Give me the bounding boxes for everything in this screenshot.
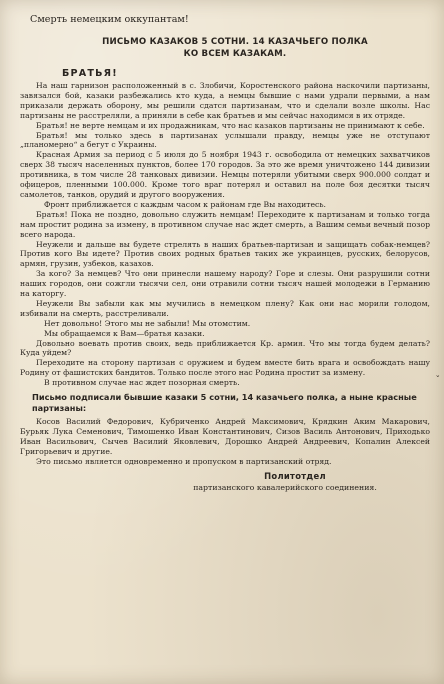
paragraph: Братья! мы только здесь в партизанах услышали правду, немцы уже не отступают „планомерно“ а бегут с Украины. [20, 130, 430, 150]
paragraph: Братья! Пока не поздно, довольно служить немцам! Переходите к партизанам и только тогда нам простит родина за измену, в противном случае нас ждет смерть, а Вашим семьи вечный позор всего народа. [20, 209, 430, 239]
title-line-1: ПИСЬМО КАЗАКОВ 5 СОТНИ. 14 КАЗАЧЬЕГО ПОЛКА [102, 37, 368, 47]
signers-list: Косов Василий Федорович, Кубриченко Андрей Максимович, Крядкин Аким Макарович, Бурьяк Лука Семенович, Тимошенко Иван Константинович, Сизов Василь Антонович, Приходько Иван Васильович, Сычев Василий Яковлевич, Дорошко Андрей Андреевич, Копалин Алексей Григорьевич и другие. [20, 417, 430, 456]
paragraph: Красная Армия за период с 5 июля до 5 ноября 1943 г. освободила от немецких захватчиков сверх 38 тысяч населенных пунктов, более 170 городов. За это же время уничтожено 144 дивизии противника, в том числе 28 танковых дивизии. Немцы потеряли убитыми сверх 900.000 солдат и офицеров, пленными 100.000. Кроме того враг потерял и оставил на поле боя десятки тысяч самолетов, танков, орудий и другого вооружения. [20, 150, 430, 199]
signature-unit: партизанского кавалерийского соединения. [193, 482, 377, 492]
slogan: Смерть немецким оккупантам! [30, 14, 189, 25]
paragraph: Неужели и дальше вы будете стрелять в наших братьев-партизан и защищать собак-немцев? Против кого Вы идете? Против своих родных братьев таких же украинцев, русских, белорусов, армян, грузин, узбеков, казахов. [20, 239, 430, 269]
signature-title: Политотдел [264, 470, 326, 481]
paragraph: Нет довольно! Этого мы не забыли! Мы отомстим. [44, 318, 251, 328]
paragraph: За кого? За немцев? Что они принесли нашему народу? Горе и слезы. Они разрушили сотни наших городов, они сожгли тысячи сел, они отравили сотни тысяч нашей молодежи в Германию на каторгу. [20, 269, 430, 299]
title-line-2: КО ВСЕМ КАЗАКАМ. [183, 49, 287, 59]
paragraph: Неужели Вы забыли как мы мучились в немецком плену? Как они нас морили голодом, избивали на смерть, расстреливали. [20, 298, 430, 318]
paragraph: Братья! не верте немцам и их продажникам, что нас казаков партизаны не принимают к себе. [36, 120, 425, 130]
paragraph: В противном случае нас ждет позорная смерть. [44, 378, 240, 388]
salutation: БРАТЬЯ! [62, 68, 118, 79]
signers-block [20, 417, 430, 467]
paragraph: Переходите на сторону партизан с оружием и будем вместе бить врага и освобождать нашу Родину от фашистских бандитов. Только после этого нас Родина простит за измену. [20, 358, 430, 378]
paragraph: Довольно воевать против своих, ведь приближается Кр. армия. Что мы тогда будем делать? Куда уйдем? [20, 338, 430, 358]
paragraph: На наш гарнизон расположенный в с. Злобичи, Коростенского района наскочили партизаны, завязался бой, казаки разбежались кто куда, а немцы бывшие с нами удрали первыми, а нам приказали держать оборону, мы решили сдатся партизанам, что и сделали возле школы. Нас партизаны не расстреляли, а приняли в себе как братьев и мы сейчас находимся в их отряде. [20, 81, 430, 120]
letter-body [20, 81, 430, 388]
closing-note: Это письмо является одновременно и пропуском в партизанский отряд. [36, 456, 332, 466]
paragraph: Фронт приближается с каждым часом к районам где Вы находитесь. [44, 199, 326, 209]
paragraph: Мы обращаемся к Вам—братья казаки. [44, 328, 205, 338]
margin-mark: ˇ [435, 376, 440, 386]
signed-heading: Письмо подписали бывшие казаки 5 сотни, 14 казачьего полка, а ныне красные партизаны: [32, 392, 417, 414]
